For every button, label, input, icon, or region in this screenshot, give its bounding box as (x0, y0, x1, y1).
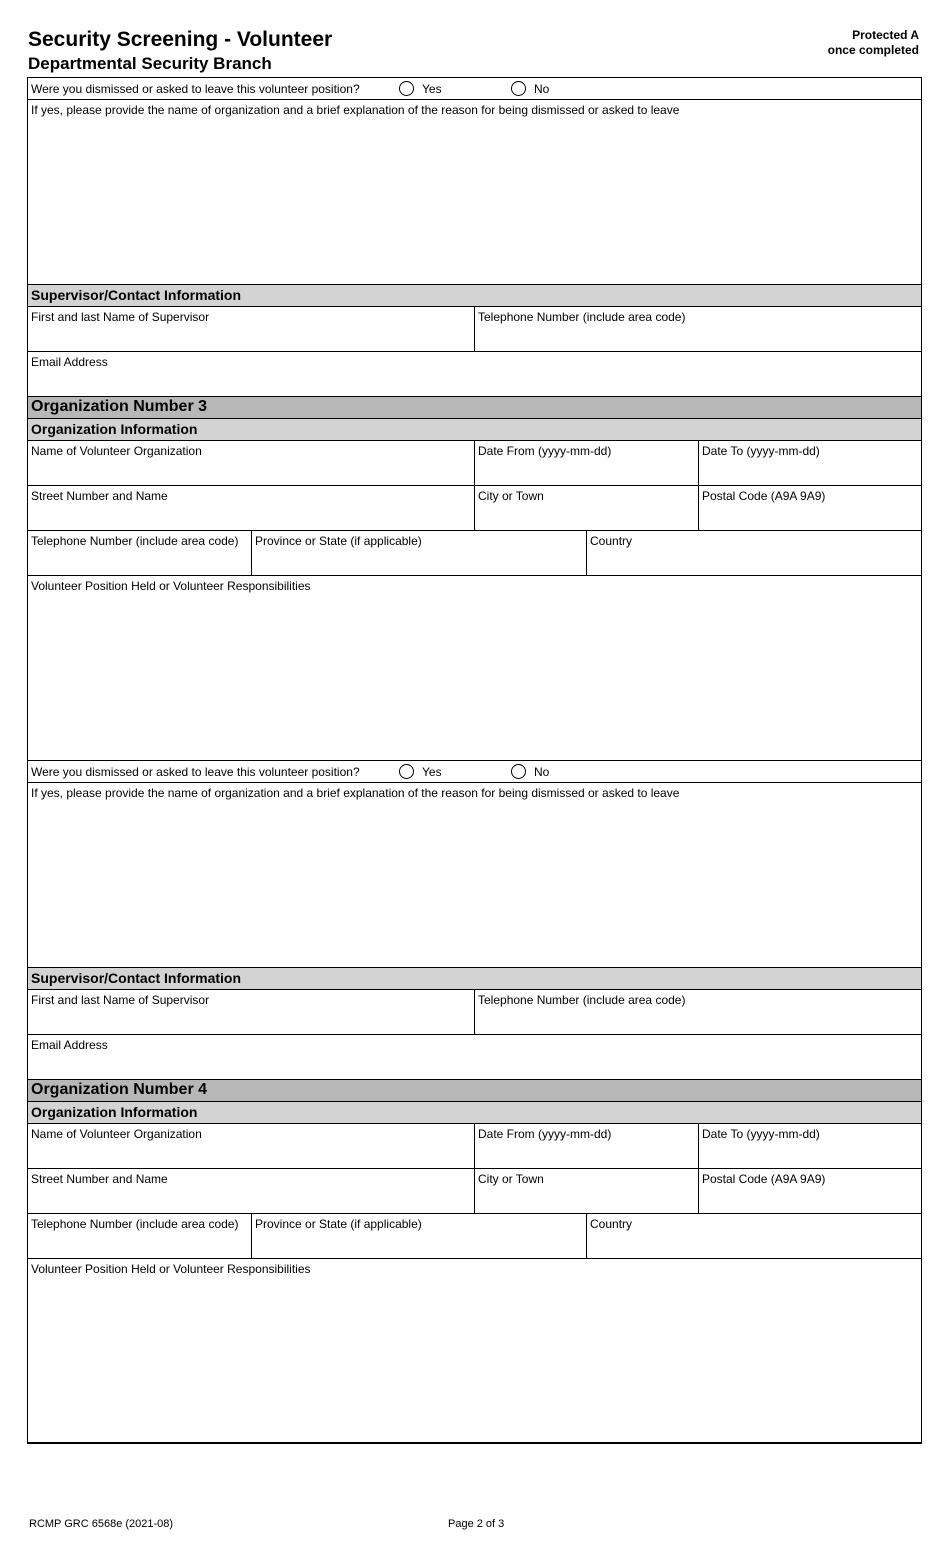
org-name-label: Name of Volunteer Organization (31, 1127, 202, 1141)
contact-row-org4 (28, 1214, 921, 1259)
position-field-org4[interactable] (28, 1259, 921, 1442)
contact-row-org3 (28, 531, 921, 576)
email-row-org3 (28, 1035, 921, 1080)
street-label: Street Number and Name (31, 1172, 168, 1186)
org-phone-field-org4[interactable] (28, 1214, 252, 1258)
radio-circle-icon (399, 81, 414, 96)
province-field-org4[interactable] (252, 1214, 587, 1258)
date-to-field-org3[interactable] (699, 441, 921, 485)
street-label: Street Number and Name (31, 489, 168, 503)
date-from-field-org3[interactable] (475, 441, 699, 485)
city-label: City or Town (478, 1172, 544, 1186)
supervisor-phone-field-org2[interactable] (475, 307, 921, 351)
dismissed-question-label: Were you dismissed or asked to leave this volunteer position? (31, 81, 360, 96)
supervisor-phone-label: Telephone Number (include area code) (478, 310, 686, 324)
province-label: Province or State (if applicable) (255, 1217, 422, 1231)
yes-label: Yes (422, 81, 442, 96)
position-label: Volunteer Position Held or Volunteer Responsibilities (31, 1262, 311, 1276)
dismissed-question-org2 (28, 78, 921, 100)
address-row-org3 (28, 486, 921, 531)
country-field-org3[interactable] (587, 531, 921, 575)
org-name-field-org3[interactable] (28, 441, 475, 485)
position-field-org3[interactable] (28, 576, 921, 761)
date-to-field-org4[interactable] (699, 1124, 921, 1168)
dismissed-question-org3 (28, 761, 921, 783)
supervisor-section-header-org2: Supervisor/Contact Information (28, 285, 921, 307)
radio-circle-icon (399, 764, 414, 779)
supervisor-name-label: First and last Name of Supervisor (31, 993, 210, 1007)
province-field-org3[interactable] (252, 531, 587, 575)
postal-field-org3[interactable] (699, 486, 921, 530)
position-label: Volunteer Position Held or Volunteer Responsibilities (31, 579, 311, 593)
form-number: RCMP GRC 6568e (2021-08) (29, 1518, 174, 1530)
email-label: Email Address (31, 355, 108, 369)
street-field-org4[interactable] (28, 1169, 475, 1213)
form-subtitle: Departmental Security Branch (28, 54, 272, 73)
yes-label: Yes (422, 764, 442, 779)
email-field-org2[interactable] (28, 352, 921, 396)
protected-line-1: Protected A (852, 28, 919, 42)
postal-field-org4[interactable] (699, 1169, 921, 1213)
org-info-header-org3: Organization Information (28, 419, 921, 441)
country-label: Country (590, 1217, 633, 1231)
radio-circle-icon (511, 81, 526, 96)
org-info-header-org4: Organization Information (28, 1102, 921, 1124)
dismissal-explanation-field-org2[interactable] (28, 100, 921, 285)
date-from-label: Date From (yyyy-mm-dd) (478, 1127, 612, 1141)
dismissed-no-radio-org3[interactable] (511, 764, 549, 779)
supervisor-name-field-org3[interactable] (28, 990, 475, 1034)
city-field-org3[interactable] (475, 486, 699, 530)
protected-line-2: once completed (827, 43, 919, 57)
org-name-row-org4 (28, 1124, 921, 1169)
no-label: No (534, 764, 550, 779)
supervisor-section-header-org3: Supervisor/Contact Information (28, 968, 921, 990)
address-row-org4 (28, 1169, 921, 1214)
dismissal-explanation-field-org3[interactable] (28, 783, 921, 968)
org-phone-field-org3[interactable] (28, 531, 252, 575)
city-label: City or Town (478, 489, 544, 503)
protected-notice (828, 28, 919, 58)
province-label: Province or State (if applicable) (255, 534, 422, 548)
email-label: Email Address (31, 1038, 108, 1052)
org-name-label: Name of Volunteer Organization (31, 444, 202, 458)
dismissed-no-radio-org2[interactable] (511, 81, 549, 96)
date-to-label: Date To (yyyy-mm-dd) (702, 1127, 820, 1141)
dismissal-explanation-label: If yes, please provide the name of organization and a brief explanation of the reason for being dismissed or asked to leave (31, 103, 680, 117)
email-row-org2 (28, 352, 921, 397)
volunteer-form (27, 77, 922, 1444)
supervisor-row-org2 (28, 307, 921, 352)
form-title: Security Screening - Volunteer (28, 28, 333, 51)
supervisor-phone-field-org3[interactable] (475, 990, 921, 1034)
date-to-label: Date To (yyyy-mm-dd) (702, 444, 820, 458)
country-label: Country (590, 534, 633, 548)
supervisor-name-field-org2[interactable] (28, 307, 475, 351)
city-field-org4[interactable] (475, 1169, 699, 1213)
postal-label: Postal Code (A9A 9A9) (702, 489, 826, 503)
dismissal-explanation-label: If yes, please provide the name of organization and a brief explanation of the reason for being dismissed or asked to leave (31, 786, 680, 800)
org-name-row-org3 (28, 441, 921, 486)
country-field-org4[interactable] (587, 1214, 921, 1258)
postal-label: Postal Code (A9A 9A9) (702, 1172, 826, 1186)
org-name-field-org4[interactable] (28, 1124, 475, 1168)
organization-4-heading: Organization Number 4 (28, 1080, 921, 1102)
email-field-org3[interactable] (28, 1035, 921, 1079)
supervisor-row-org3 (28, 990, 921, 1035)
dismissed-yes-radio-org3[interactable] (399, 764, 511, 779)
supervisor-name-label: First and last Name of Supervisor (31, 310, 210, 324)
no-label: No (534, 81, 550, 96)
supervisor-phone-label: Telephone Number (include area code) (478, 993, 686, 1007)
date-from-field-org4[interactable] (475, 1124, 699, 1168)
org-phone-label: Telephone Number (include area code) (31, 1217, 239, 1231)
dismissed-question-label: Were you dismissed or asked to leave this volunteer position? (31, 764, 360, 779)
page-number: Page 2 of 3 (448, 1518, 505, 1530)
radio-circle-icon (511, 764, 526, 779)
dismissed-yes-radio-org2[interactable] (399, 81, 511, 96)
org-phone-label: Telephone Number (include area code) (31, 534, 239, 548)
organization-3-heading: Organization Number 3 (28, 397, 921, 419)
date-from-label: Date From (yyyy-mm-dd) (478, 444, 612, 458)
street-field-org3[interactable] (28, 486, 475, 530)
